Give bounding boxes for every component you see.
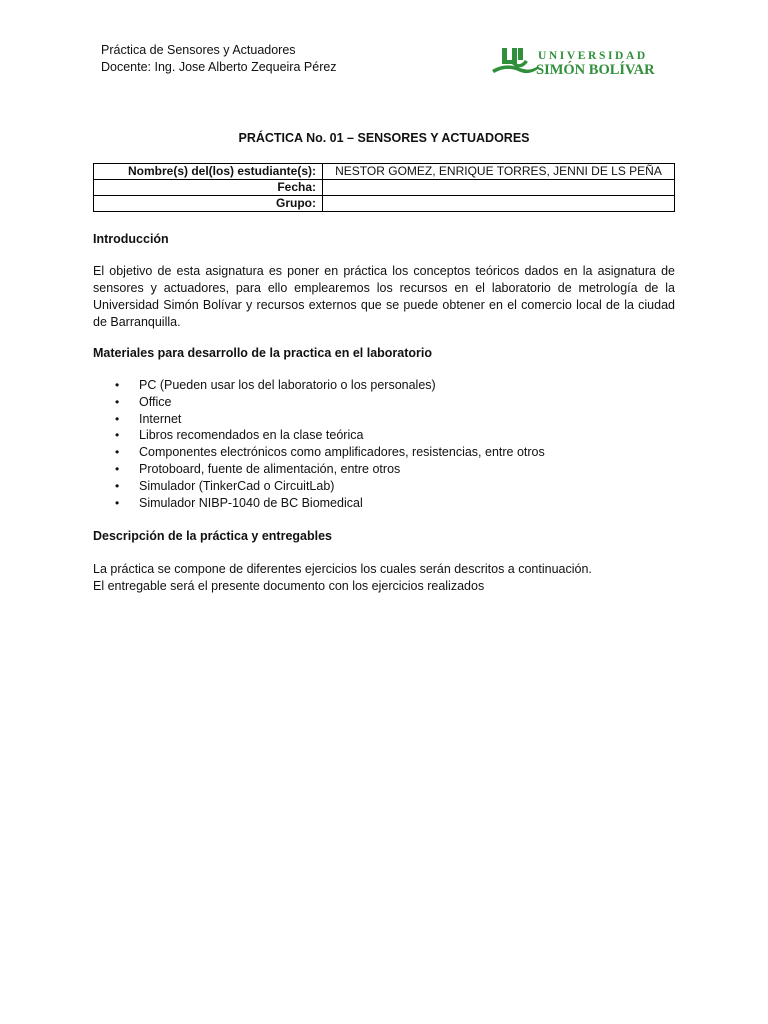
logo-word-universidad: UNIVERSIDAD [538, 50, 648, 62]
table-row [94, 196, 675, 212]
group-label: Grupo: [94, 196, 323, 212]
usb-monogram-logo-icon [490, 46, 660, 78]
teacher-name: Docente: Ing. Jose Alberto Zequeira Pérez [101, 60, 337, 74]
bullet-icon: • [115, 411, 120, 426]
bullet-icon: • [115, 445, 120, 460]
logo-word-simon-bolivar: SIMÓN BOLÍVAR [536, 62, 655, 78]
document-title: PRÁCTICA No. 01 – SENSORES Y ACTUADORES [238, 131, 530, 145]
student-info-table [93, 163, 675, 212]
list-item: • Simulador (TinkerCad o CircuitLab) [115, 478, 335, 493]
course-name: Práctica de Sensores y Actuadores [101, 43, 296, 57]
list-item: • PC (Pueden usar los del laboratorio o los personales) [115, 378, 436, 392]
materials-list [93, 377, 545, 511]
table-row [94, 164, 675, 180]
bullet-icon: • [115, 394, 120, 409]
students-value: NESTOR GOMEZ, ENRIQUE TORRES, JENNI DE LS PEÑA [323, 164, 675, 180]
university-logo [490, 46, 660, 78]
bullet-icon: • [115, 495, 120, 510]
list-item: • Protoboard, fuente de alimentación, entre otros [115, 461, 401, 476]
bullet-icon: • [115, 461, 120, 476]
description-line-2: El entregable será el presente documento con los ejercicios realizados [93, 579, 485, 593]
list-item: • Internet [115, 411, 182, 426]
list-item: • Simulador NIBP-1040 de BC Biomedical [115, 495, 363, 510]
date-label: Fecha: [94, 180, 323, 196]
bullet-icon: • [115, 478, 120, 493]
header-info [101, 42, 337, 76]
description-line-1: La práctica se compone de diferentes ejercicios los cuales serán descritos a continuación. [93, 562, 592, 576]
list-item: • Office [115, 394, 172, 409]
list-item: • Componentes electrónicos como amplificadores, resistencias, entre otros [115, 445, 545, 460]
intro-paragraph: El objetivo de esta asignatura es poner en práctica los conceptos teóricos dados en la asignatura de sensores y actuadores, para ello emplearemos los recursos en el laboratorio de metrología de la Universidad Simón Bolívar y recursos externos que se puede obtener en el comercio local de la ciudad de Barranquilla. [93, 264, 675, 329]
bullet-icon: • [115, 428, 120, 443]
students-label: Nombre(s) del(los) estudiante(s): [94, 164, 323, 180]
intro-heading: Introducción [93, 232, 169, 246]
materials-heading: Materiales para desarrollo de la practica en el laboratorio [93, 346, 433, 360]
list-item: • Libros recomendados en la clase teórica [115, 428, 364, 443]
table-row [94, 180, 675, 196]
description-heading: Descripción de la práctica y entregables [93, 529, 332, 543]
group-value [323, 196, 675, 212]
date-value [323, 180, 675, 196]
bullet-icon: • [115, 378, 120, 392]
